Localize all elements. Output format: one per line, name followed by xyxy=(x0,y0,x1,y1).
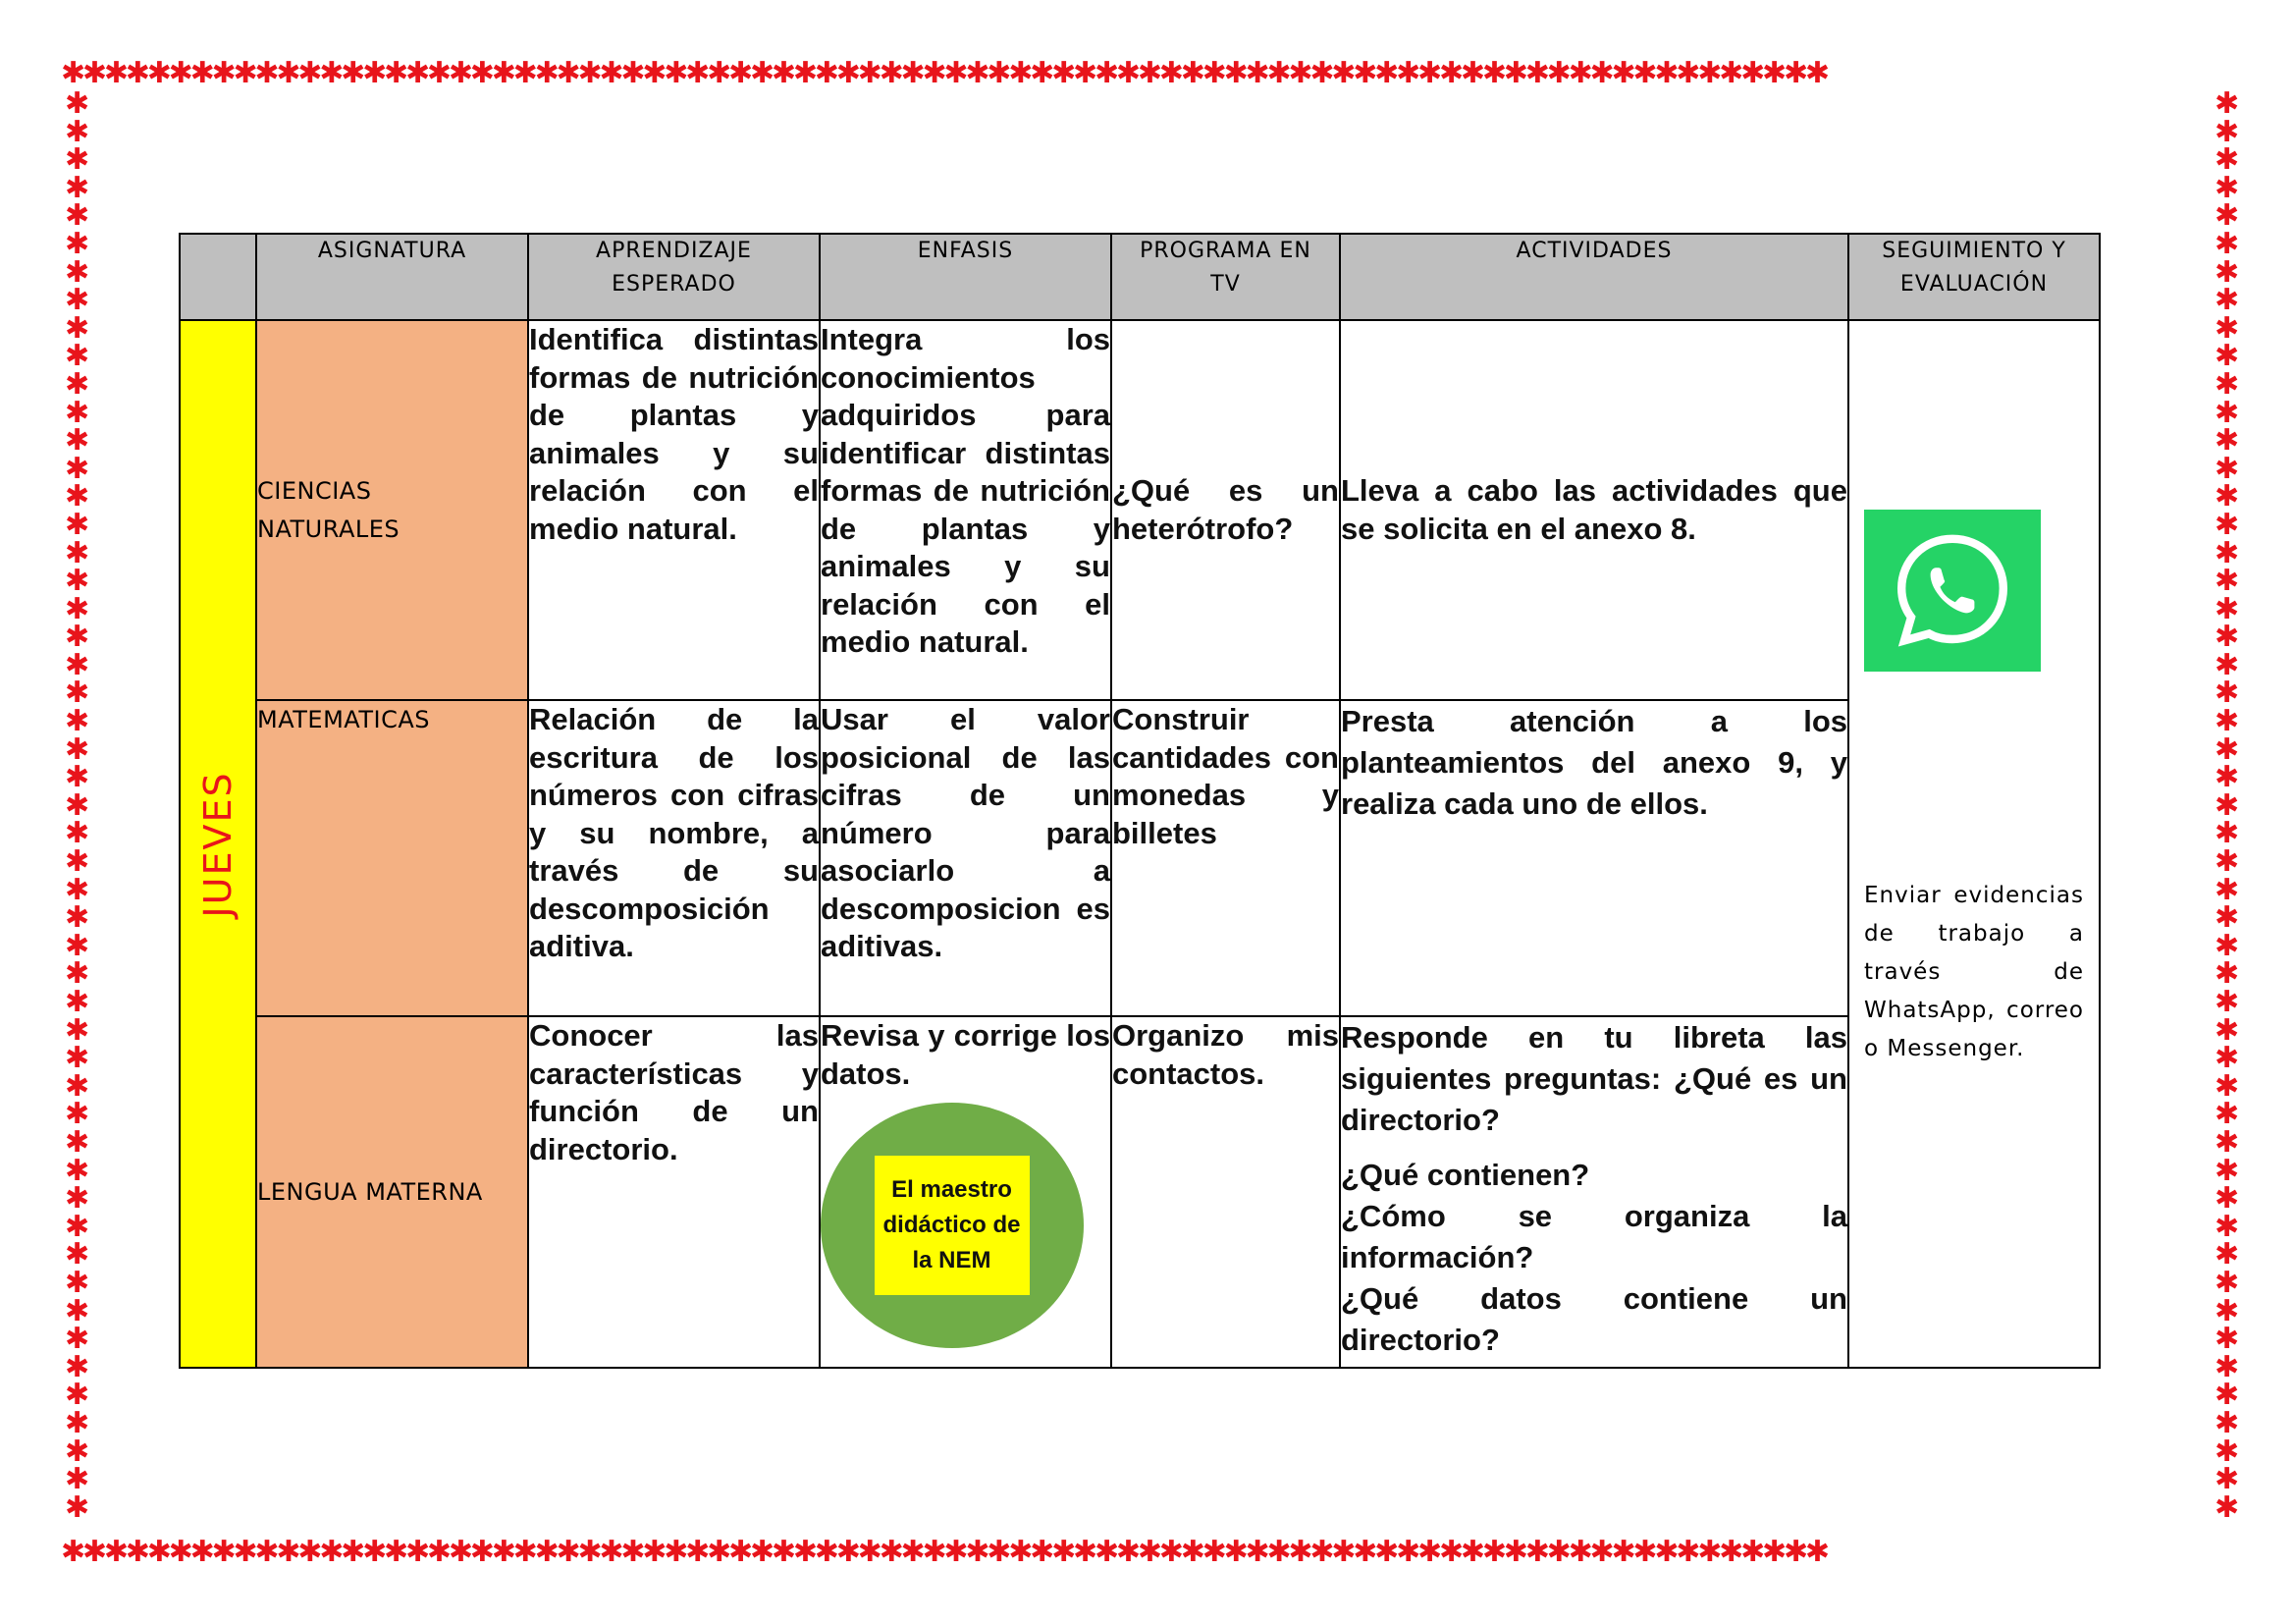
header-seguimiento: SEGUIMIENTO Y EVALUACIÓN xyxy=(1848,234,2100,320)
day-cell xyxy=(180,320,256,1368)
seguimiento-text: Enviar evidencias de trabajo a través de WhatsApp, correo o Messenger. xyxy=(1864,883,2084,1061)
table-row xyxy=(180,700,2100,1016)
header-aprendizaje: APRENDIZAJE ESPERADO xyxy=(528,234,820,320)
actividades-question: ¿Cómo se organiza la información? xyxy=(1341,1199,1847,1274)
subject-label: CIENCIAS xyxy=(257,476,372,505)
programa-cell: Organizo mis contactos. xyxy=(1111,1016,1340,1368)
subject-cell xyxy=(256,700,528,1016)
aprendizaje-cell: Identifica distintas formas de nutrición de plantas y animales y su relación con el medio natural. xyxy=(528,320,820,700)
subject-cell xyxy=(256,1016,528,1368)
subject-cell xyxy=(256,320,528,700)
enfasis-cell: Usar el valor posicional de las cifras de un número para asociarlo a descomposicion es aditivas. xyxy=(820,700,1111,1016)
table-row xyxy=(180,320,2100,700)
subject-label: LENGUA MATERNA xyxy=(257,1177,483,1206)
seguimiento-cell xyxy=(1848,320,2100,1368)
header-enfasis: ENFASIS xyxy=(820,234,1111,320)
table-header-row xyxy=(180,234,2100,320)
aprendizaje-cell: Relación de la escritura de los números con cifras y su nombre, a través de su descomposición aditiva. xyxy=(528,700,820,1016)
enfasis-cell xyxy=(820,1016,1111,1368)
header-blank xyxy=(180,234,256,320)
subject-label: MATEMATICAS xyxy=(257,706,430,733)
nem-badge xyxy=(821,1103,1084,1348)
actividades-text: Responde en tu libreta las siguientes preguntas: ¿Qué es un directorio? xyxy=(1341,1020,1847,1137)
asterisk-border-right: ✱✱✱✱✱✱✱✱✱✱✱✱✱✱✱✱✱✱✱✱✱✱✱✱✱✱✱✱✱✱✱✱✱✱✱✱✱✱✱✱✱✱✱✱✱✱✱✱✱✱✱ xyxy=(2215,86,2240,1525)
enfasis-text: Revisa y corrige los datos. xyxy=(821,1018,1110,1091)
programa-cell: Construir cantidades con monedas y billetes xyxy=(1111,700,1340,1016)
enfasis-cell: Integra los conocimientos adquiridos para identificar distintas formas de nutrición de plantas y animales y su relación con el medio natural. xyxy=(820,320,1111,700)
asterisk-border-left: ✱✱✱✱✱✱✱✱✱✱✱✱✱✱✱✱✱✱✱✱✱✱✱✱✱✱✱✱✱✱✱✱✱✱✱✱✱✱✱✱✱✱✱✱✱✱✱✱✱✱✱ xyxy=(65,86,90,1525)
nem-badge-label: El maestro didáctico de la NEM xyxy=(875,1156,1030,1295)
asterisk-border-top: ✱✱✱✱✱✱✱✱✱✱✱✱✱✱✱✱✱✱✱✱✱✱✱✱✱✱✱✱✱✱✱✱✱✱✱✱✱✱✱✱✱✱✱✱✱✱✱✱✱✱✱✱✱✱✱✱✱✱✱✱✱✱✱✱✱✱✱✱✱✱✱✱✱✱✱✱✱✱✱✱✱✱ xyxy=(61,56,1827,90)
lesson-plan-table xyxy=(179,233,2101,1369)
actividades-cell xyxy=(1340,1016,1848,1368)
table-row xyxy=(180,1016,2100,1368)
day-label: JUEVES xyxy=(196,770,240,918)
header-actividades: ACTIVIDADES xyxy=(1340,234,1848,320)
actividades-question: ¿Qué datos contiene un directorio? xyxy=(1341,1281,1847,1357)
actividades-question: ¿Qué contienen? xyxy=(1341,1158,1590,1192)
actividades-cell: Presta atención a los planteamientos del anexo 9, y realiza cada uno de ellos. xyxy=(1340,700,1848,1016)
asterisk-border-bottom: ✱✱✱✱✱✱✱✱✱✱✱✱✱✱✱✱✱✱✱✱✱✱✱✱✱✱✱✱✱✱✱✱✱✱✱✱✱✱✱✱✱✱✱✱✱✱✱✱✱✱✱✱✱✱✱✱✱✱✱✱✱✱✱✱✱✱✱✱✱✱✱✱✱✱✱✱✱✱✱✱✱✱ xyxy=(61,1535,1827,1569)
aprendizaje-cell: Conocer las características y función de un directorio. xyxy=(528,1016,820,1368)
actividades-cell: Lleva a cabo las actividades que se solicita en el anexo 8. xyxy=(1340,320,1848,700)
programa-cell: ¿Qué es un heterótrofo? xyxy=(1111,320,1340,700)
header-programa: PROGRAMA EN TV xyxy=(1111,234,1340,320)
subject-label: NATURALES xyxy=(257,514,400,543)
header-asignatura: ASIGNATURA xyxy=(256,234,528,320)
whatsapp-icon xyxy=(1864,510,2041,672)
